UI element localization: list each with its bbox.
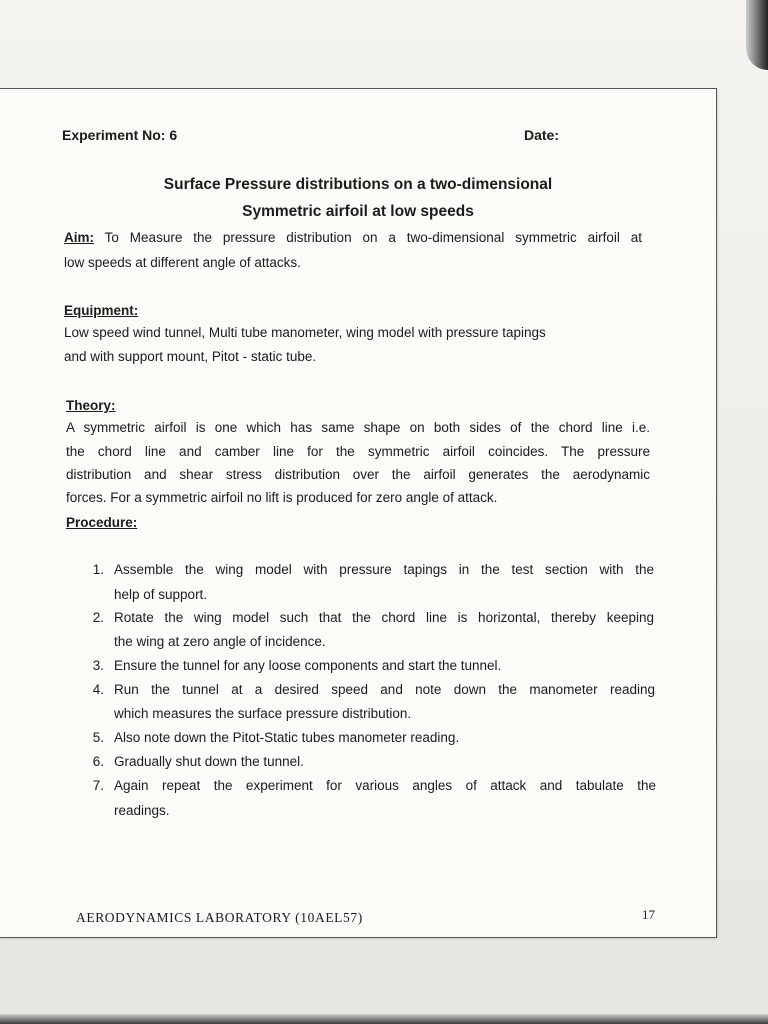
procedure-step-2-number: 2. bbox=[92, 610, 104, 625]
theory-line-2: the chord line and camber line for the symmetric airfoil coincides. The pressure bbox=[66, 444, 650, 459]
procedure-step-4-line-2: which measures the surface pressure distribution. bbox=[114, 706, 412, 721]
procedure-step-6-line-1: Gradually shut down the tunnel. bbox=[114, 754, 304, 769]
procedure-step-1-line-1: Assemble the wing model with pressure tapings in the test section with the bbox=[114, 562, 654, 577]
aim-label: Aim: bbox=[64, 230, 94, 245]
aim-line-2: low speeds at different angle of attacks. bbox=[64, 255, 301, 270]
theory-label: Theory: bbox=[66, 398, 116, 413]
procedure-step-3-line-1: Ensure the tunnel for any loose components and start the tunnel. bbox=[114, 658, 502, 673]
scan-bottom-shadow bbox=[0, 1014, 768, 1024]
title-line-1: Surface Pressure distributions on a two-dimensional bbox=[163, 176, 553, 193]
date-label: Date: bbox=[524, 127, 560, 143]
equipment-line-2: and with support mount, Pitot - static tube. bbox=[64, 349, 317, 364]
procedure-step-5-number: 5. bbox=[92, 730, 104, 745]
procedure-step-2-line-2: the wing at zero angle of incidence. bbox=[114, 634, 326, 649]
aim-line-1 bbox=[64, 230, 642, 245]
procedure-step-4-number: 4. bbox=[92, 682, 104, 697]
footer-lab-name: AERODYNAMICS LABORATORY (10AEL57) bbox=[76, 910, 363, 925]
procedure-step-1-line-2: help of support. bbox=[114, 587, 208, 602]
aim-text-1: To Measure the pressure distribution on a two-dimensional symmetric airfoil at bbox=[104, 230, 642, 245]
page-number: 17 bbox=[642, 907, 655, 922]
scan-edge-shadow bbox=[746, 0, 768, 70]
theory-line-3: distribution and shear stress distribution over the airfoil generates the aerodynamic bbox=[66, 467, 650, 482]
procedure-step-7-line-1: Again repeat the experiment for various angles of attack and tabulate the bbox=[114, 778, 656, 793]
procedure-step-1-number: 1. bbox=[92, 562, 104, 577]
procedure-step-7-line-2: readings. bbox=[114, 803, 170, 818]
theory-line-1: A symmetric airfoil is one which has same shape on both sides of the chord line i.e. bbox=[66, 420, 650, 435]
procedure-step-2-line-1: Rotate the wing model such that the chord line is horizontal, thereby keeping bbox=[114, 610, 654, 625]
experiment-number: Experiment No: 6 bbox=[62, 127, 178, 143]
title-line-2: Symmetric airfoil at low speeds bbox=[242, 203, 474, 220]
document-page bbox=[0, 88, 717, 938]
procedure-step-5-line-1: Also note down the Pitot-Static tubes manometer reading. bbox=[114, 730, 460, 745]
equipment-label: Equipment: bbox=[64, 303, 139, 318]
theory-line-4: forces. For a symmetric airfoil no lift is produced for zero angle of attack. bbox=[66, 490, 498, 505]
procedure-step-3-number: 3. bbox=[92, 658, 104, 673]
procedure-label: Procedure: bbox=[66, 515, 138, 530]
procedure-step-7-number: 7. bbox=[92, 778, 104, 793]
procedure-step-6-number: 6. bbox=[92, 754, 104, 769]
procedure-step-4-line-1: Run the tunnel at a desired speed and note down the manometer reading bbox=[114, 682, 655, 697]
equipment-line-1: Low speed wind tunnel, Multi tube manometer, wing model with pressure tapings bbox=[64, 325, 546, 340]
